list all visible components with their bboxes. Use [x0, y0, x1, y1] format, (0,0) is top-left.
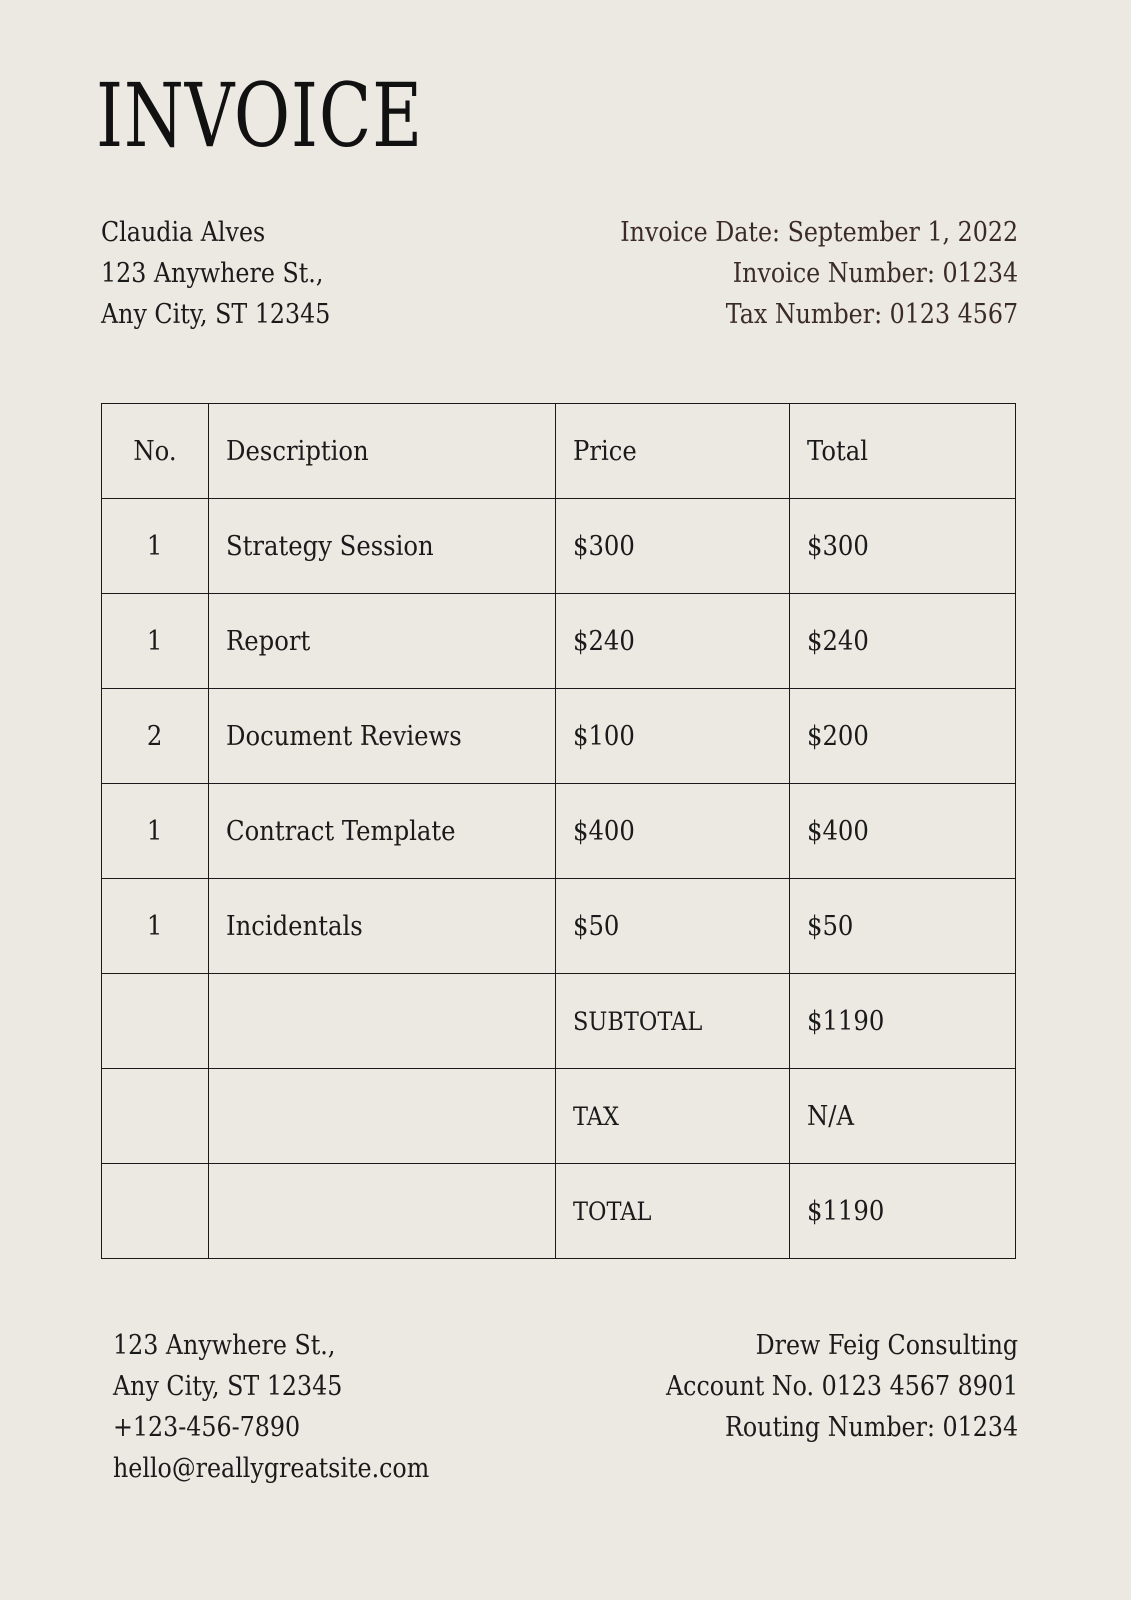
client-info [101, 212, 362, 335]
table-row [102, 784, 1016, 879]
table-row [102, 594, 1016, 689]
sender-address-line2: Any City, ST 12345 [113, 1371, 343, 1402]
sender-phone: +123-456-7890 [113, 1412, 301, 1443]
row-total: $400 [790, 784, 1016, 879]
row-no: 1 [102, 784, 209, 879]
total-value: $1190 [790, 1164, 1016, 1259]
row-description: Incidentals [209, 879, 556, 974]
invoice-title: INVOICE [96, 64, 424, 167]
subtotal-row [102, 974, 1016, 1069]
sender-contact [113, 1325, 472, 1489]
tax-number: Tax Number: 0123 4567 [725, 299, 1018, 330]
tax-value: N/A [790, 1069, 1016, 1164]
bank-company: Drew Feig Consulting [755, 1330, 1018, 1361]
table-row [102, 689, 1016, 784]
sender-email: hello@reallygreatsite.com [113, 1453, 430, 1484]
table-header-row [102, 404, 1016, 499]
invoice-table [101, 403, 1016, 1259]
header-description: Description [209, 404, 556, 499]
client-address-line1: 123 Anywhere St., [101, 258, 324, 289]
subtotal-value: $1190 [790, 974, 1016, 1069]
total-label: TOTAL [556, 1164, 790, 1259]
bank-details [618, 1325, 1018, 1448]
tax-label: TAX [556, 1069, 790, 1164]
row-no: 1 [102, 594, 209, 689]
client-name: Claudia Alves [101, 217, 266, 248]
header-price: Price [556, 404, 790, 499]
row-no: 1 [102, 499, 209, 594]
row-price: $400 [556, 784, 790, 879]
bank-routing: Routing Number: 01234 [724, 1412, 1018, 1443]
row-description: Contract Template [209, 784, 556, 879]
row-price: $240 [556, 594, 790, 689]
row-total: $240 [790, 594, 1016, 689]
sender-address-line1: 123 Anywhere St., [113, 1330, 336, 1361]
row-total: $300 [790, 499, 1016, 594]
row-description: Strategy Session [209, 499, 556, 594]
header-total: Total [790, 404, 1016, 499]
row-total: $200 [790, 689, 1016, 784]
total-row [102, 1164, 1016, 1259]
table-row [102, 879, 1016, 974]
row-description: Document Reviews [209, 689, 556, 784]
table-row [102, 499, 1016, 594]
row-total: $50 [790, 879, 1016, 974]
tax-row [102, 1069, 1016, 1164]
subtotal-label: SUBTOTAL [556, 974, 790, 1069]
header-no: No. [102, 404, 209, 499]
invoice-meta [566, 212, 1018, 335]
invoice-number: Invoice Number: 01234 [732, 258, 1018, 289]
row-price: $50 [556, 879, 790, 974]
row-price: $300 [556, 499, 790, 594]
row-no: 1 [102, 879, 209, 974]
client-address-line2: Any City, ST 12345 [101, 299, 331, 330]
row-no: 2 [102, 689, 209, 784]
row-description: Report [209, 594, 556, 689]
invoice-date: Invoice Date: September 1, 2022 [620, 217, 1018, 248]
bank-account: Account No. 0123 4567 8901 [665, 1371, 1018, 1402]
row-price: $100 [556, 689, 790, 784]
